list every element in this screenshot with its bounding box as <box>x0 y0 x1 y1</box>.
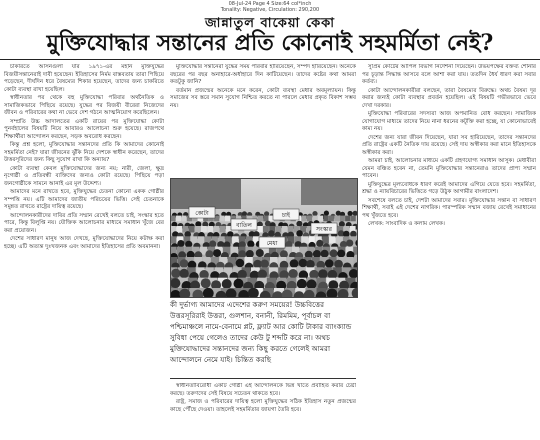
crowd-body <box>189 226 195 233</box>
crowd-body <box>351 216 356 222</box>
crowd-body <box>201 226 207 233</box>
crowd-person <box>288 269 297 278</box>
paragraph: বর্তমান প্রজন্মের অনেকে মনে করেন, কোটা ব্যবস্থা মেধার অবমূল্যায়ন। কিন্তু সমাজের সব স্তরে সমান সুযোগ নিশ্চিত করতে না পারলে মেধার প্রকৃত বিকাশ সম্ভব নয়। <box>170 87 356 109</box>
pull-quote <box>170 299 356 365</box>
crowd-body <box>171 236 176 243</box>
article-column-left <box>4 64 164 436</box>
paragraph: লেখক: সাংবাদিক ও কলাম লেখক। <box>368 221 445 227</box>
crowd-person <box>297 279 307 289</box>
headline: মুক্তিযোদ্ধার সন্তানের প্রতি কোনোই সহমর্মিতা নেই? <box>46 30 494 56</box>
crowd-person <box>247 241 254 248</box>
crowd-body <box>334 216 339 222</box>
crowd-body <box>197 236 204 243</box>
paragraph: স্বাধীনতাবিরোধী একটি গোষ্ঠী এই আন্দোলনকে ভিন্ন খাতে প্রবাহিত করার চেষ্টা করছে। তরুণদের সেই বিষয়ে সচেতন থাকতে হবে। <box>170 383 356 397</box>
paragraph: কোটা ব্যবস্থা কেবল মুক্তিযোদ্ধাদের জন্য নয়; নারী, জেলা, ক্ষুদ্র নৃগোষ্ঠী ও প্রতিবন্ধী ব্যক্তিদের জন্যও কোটা রয়েছে। পিছিয়ে পড়া জনগোষ্ঠীকে সামনে আনাই এর মূল উদ্দেশ্য। <box>4 165 164 187</box>
crowd-body <box>307 216 312 222</box>
crowd-person <box>290 259 299 268</box>
crowd-person <box>306 260 315 269</box>
crowd-body <box>195 226 201 233</box>
paragraph: আমরা চাই, আলোচনার মাধ্যমে একটি গ্রহণযোগ্য সমাধান আসুক। মেধাবীরা যেমন বঞ্চিত হবেন না, তেমনি মুক্তিযোদ্ধার সন্তানেরাও তাদের প্রাপ্য সম্মান পাবেন। <box>362 158 536 179</box>
paragraph: মুক্তিযোদ্ধার সন্তানেরা যুদ্ধের সময় পরিবার হারিয়েছেন, সম্পদ হারিয়েছেন। অনেকে বছরের পর বছর অনাহারে-অর্ধাহারে দিন কাটিয়েছেন। তাদের কষ্টের কথা আমরা কতটুকু জানি? <box>170 64 356 85</box>
crowd-person <box>234 279 244 289</box>
crowd-person <box>296 230 303 237</box>
crowd-body <box>213 226 219 233</box>
paragraph: আমাদের মনে রাখতে হবে, মুক্তিযুদ্ধের চেতনা কোনো একক গোষ্ঠীর সম্পত্তি নয়। এটি আমাদের জাতীয় পরিচয়ের ভিত্তি। সেই চেতনাকে সমুন্নত রাখতে রাষ্ট্রের দায়িত্ব রয়েছে। <box>4 189 164 210</box>
crowd-person <box>177 240 184 247</box>
crowd-body <box>282 226 288 233</box>
crowd-person <box>337 250 345 258</box>
crowd-person <box>312 211 317 216</box>
headline-rule <box>0 59 540 60</box>
crowd-body <box>207 226 213 233</box>
crowd-body <box>263 216 268 222</box>
crowd-body <box>275 226 281 233</box>
crowd-person <box>316 240 323 247</box>
crowd-person <box>313 250 321 258</box>
crowd-person <box>256 249 264 257</box>
paragraph: স্বাধীনতার পর থেকে বহু মুক্তিযোদ্ধা পরিবার অর্থনৈতিক ও সামাজিকভাবে পিছিয়ে রয়েছে। যুদ্ধের পর বিজয়ী বীরেরা নিজেদের জীবন ও পরিবারের কথা না ভেবে দেশ গঠনে আত্মনিয়োগ করেছিলেন। <box>4 95 164 116</box>
crowd-person <box>299 259 308 268</box>
article-column-right <box>362 64 536 436</box>
crowd-body <box>323 216 328 222</box>
crowd-person <box>222 279 232 289</box>
crowd-body <box>318 216 323 222</box>
crowd-person <box>213 249 221 257</box>
paragraph: মুক্তিযুদ্ধের মূল্যবোধকে ধারণ করেই আমাদের এগিয়ে যেতে হবে। সহমর্মিতা, শ্রদ্ধা ও ন্যায়বিচারের ভিত্তিতে গড়ে উঠুক আগামীর বাংলাদেশ। <box>362 181 536 195</box>
pull-quote-rule <box>170 378 356 379</box>
pull-quote-text: কী দুর্ভাগ্য আমাদের এদেশের করুণ সময়ের! উচ্চবিত্তের উত্তরসূরিরাই উত্তরা, গুলশান, বনানী, রিমমিম, পূর্বাচল বা পশ্চিমাঞ্চলে নামে-বেনামে প্লট, ফ্ল্যাট আর কোটি টাকার ব্যাংক্যান্ড সুবিধা পেয়ে গেলেও তাদের কেউ টু শব্দটি করে না। অথচ মুক্তিযোদ্ধাদের সন্তানদের জন্য কিছু করতে গেলেই আমরা আন্দোলনে নেমে যাই। চিন্তিত করছি <box>170 300 352 364</box>
protest-sign-text: কোটা <box>195 210 209 217</box>
crowd-person <box>209 240 216 247</box>
crowd-person <box>180 259 189 268</box>
crowd-person <box>171 269 180 278</box>
article-column-middle-bottom <box>170 383 356 437</box>
crowd-person <box>321 250 329 258</box>
paragraph: আন্দোলনকারীদের দাবির প্রতি সম্মান রেখেই বলতে চাই, সংস্কার হতে পারে, কিন্তু বিলুপ্তি নয়। যৌক্তিক আলোচনার মাধ্যমে সমাধান খুঁজে বের করা প্রয়োজন। <box>4 212 164 234</box>
protest-photo <box>170 178 358 298</box>
paragraph: মুক্তিযোদ্ধা পরিবারের সদস্যরা আজ অপমানিত বোধ করছেন। সামাজিক যোগাযোগ মাধ্যমে তাদের নিয়ে নানা ধরনের কটূক্তি করা হচ্ছে, যা কোনোভাবেই কাম্য নয়। <box>362 111 536 132</box>
crowd-person <box>201 278 211 288</box>
paragraph: দেশের জন্য যারা জীবন দিয়েছেন, যারা সব হারিয়েছেন, তাদের সন্তানদের প্রতি রাষ্ট্রের একটি নৈতিক দায় রয়েছে। সেই দায় অস্বীকার করা মানে ইতিহাসকে অস্বীকার করা। <box>362 134 536 156</box>
crowd-person <box>334 260 343 269</box>
crowd-person <box>348 211 353 216</box>
crowd-body <box>220 216 225 222</box>
protest-sign-text: বাতিল <box>236 222 252 229</box>
crowd-person <box>325 259 334 268</box>
protest-photo-svg <box>171 179 357 297</box>
crowd-person <box>307 279 317 289</box>
crowd-person <box>324 211 329 216</box>
crowd-person <box>179 269 188 278</box>
crowd-body <box>301 236 308 243</box>
crowd-person <box>296 221 302 227</box>
crowd-body <box>258 216 263 222</box>
crowd-body <box>329 216 334 222</box>
crowd-person <box>238 270 247 279</box>
paragraph: চাকরিতে আসনগুলা যার ১৯৭১-এর মহান মুক্তিযুদ্ধের বিজয়ীসন্তানেরাই দাবী হয়েছেন। ইতিহাসের নির্মম বাস্তবতায় তারা পিছিয়ে পড়েছেন, দীর্ঘদিন ধরে বৈষম্যের শিকার হয়েছেন, তাদের জন্য চাকরিতে কোটা ব্যবস্থা রাখা হয়েছিল। <box>4 64 164 93</box>
clipping-meta-line1: 08-Jul-24 Page 4 Size:64 col*inch <box>228 1 312 7</box>
paragraph: সম্প্রতি উচ্চ আদালতের একটি রায়ের পর মুক্তিযোদ্ধা কোটা পুনর্বহালের বিষয়টি নিয়ে আবারও আলোচনা শুরু হয়েছে। রাজপথে শিক্ষার্থীরা আন্দোলন করছেন, সড়ক অবরোধ করছেন। <box>4 118 164 140</box>
crowd-body <box>171 216 176 222</box>
paragraph: কোটা আন্দোলনকারীরা বলছেন, তারা বৈষম্যের বিরুদ্ধে। অথচ বৈষম্য দূর করার জন্যই কোটা ব্যবস্থার প্রবর্তন হয়েছিল। এই বিষয়টি গভীরভাবে ভেবে দেখা দরকার। <box>362 87 536 109</box>
paragraph: কিন্তু প্রশ্ন হলো, মুক্তিযোদ্ধার সন্তানদের প্রতি কি আমাদের কোনোই সহমর্মিতা নেই? যারা জীবনের ঝুঁকি নিয়ে দেশকে স্বাধীন করেছেন, তাদের উত্তরসূরিদের জন্য কিছু সুযোগ রাখা কি অন্যায়? <box>4 142 164 163</box>
author-kicker: জান্নাতুল বাকেয়া কেকা <box>204 16 336 31</box>
crowd-body <box>263 226 269 233</box>
crowd-person <box>268 230 275 237</box>
paragraph: সবশেষে বলতে চাই, দেশটা আমাদের সবার। মুক্তিযোদ্ধার সন্তান বা সাধারণ শিক্ষার্থী, সবাই এই দেশের নাগরিক। পারস্পরিক সম্মান বজায় রেখেই সমাধানের পথ খুঁজতে হবে। <box>362 197 536 219</box>
crowd-person <box>318 269 327 278</box>
building-left <box>171 179 241 209</box>
crowd-person <box>330 249 338 257</box>
crowd-body <box>345 216 350 222</box>
crowd-body <box>329 236 336 243</box>
crowd-person <box>258 270 267 279</box>
paragraph: রাষ্ট্র, সমাজ ও পরিবারের দায়িত্ব হলো মুক্তিযুদ্ধের সঠিক ইতিহাস নতুন প্রজন্মের কাছে পৌঁছে দেওয়া। তাহলেই সহমর্মিতার জায়গা তৈরি হবে। <box>170 399 356 413</box>
protest-sign-text: চাই <box>281 212 291 219</box>
crowd-body <box>225 216 230 222</box>
paragraph: সুপ্রিম কোর্টের আপিল বিভাগ নির্দেশনা দিয়েছেন। উভয়পক্ষের বক্তব্য শোনার পর চূড়ান্ত সিদ্ধান্ত আসবে বলে আশা করা যায়। ততদিন ধৈর্য ধারণ করা সবার কর্তব্য। <box>362 64 536 85</box>
building-right <box>301 179 357 205</box>
paragraph: দেশের সাধারণ মানুষ আজ দেখছে, মুক্তিযোদ্ধাদের নিয়ে কটাক্ষ করা হচ্ছে। এটি অত্যন্ত দুঃখজনক এবং আমাদের ইতিহাসের প্রতি অবমাননা। <box>4 236 164 250</box>
crowd-body <box>220 226 226 233</box>
article-column-middle <box>170 64 356 174</box>
crowd-person <box>260 260 269 269</box>
clipping-meta <box>0 1 540 13</box>
protest-sign-text: মেধা <box>266 240 278 247</box>
crowd-body <box>301 216 306 222</box>
crowd-body <box>288 226 294 233</box>
crowd-body <box>181 216 186 222</box>
crowd-body <box>340 216 345 222</box>
crowd-person <box>346 240 353 247</box>
crowd-body <box>176 226 182 233</box>
crowd-body <box>176 216 181 222</box>
crowd-person <box>246 250 254 258</box>
clipping-meta-line2: Tonality: Negative, Circulation: 290,200 <box>220 7 320 13</box>
crowd-person <box>236 259 245 268</box>
protest-sign-text: সংস্কার <box>316 226 332 233</box>
